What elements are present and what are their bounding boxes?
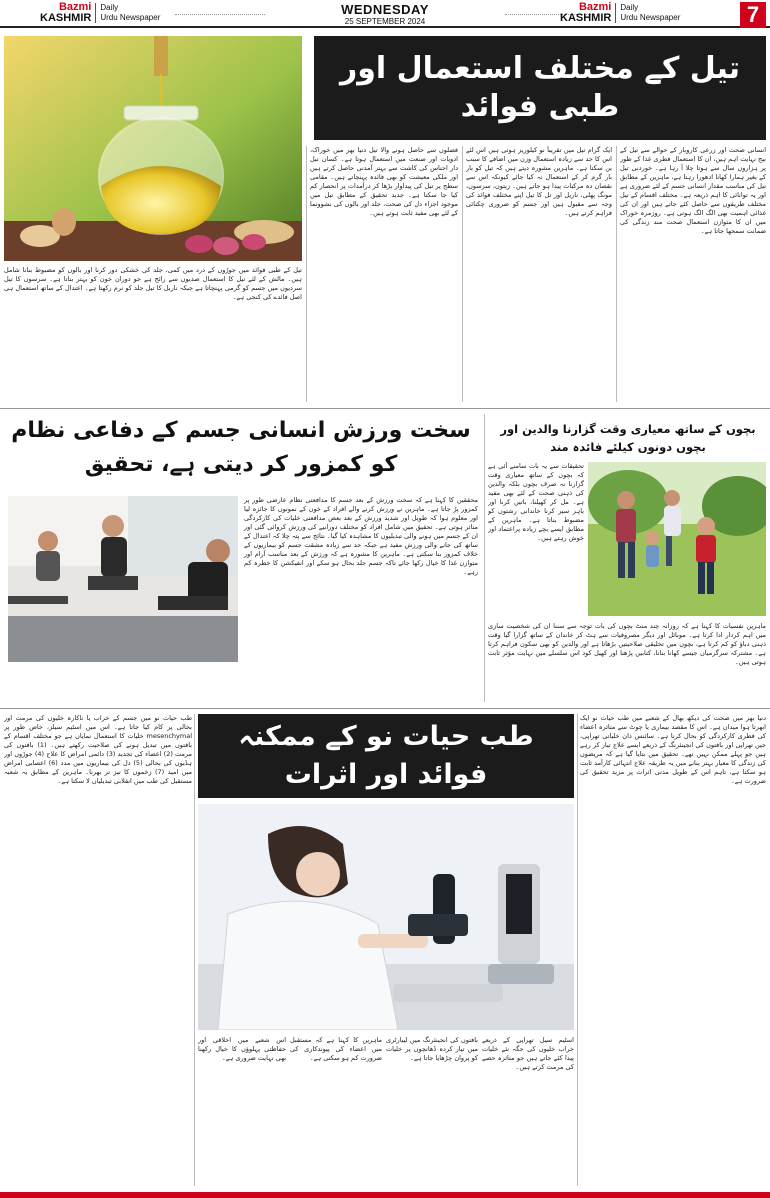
issue-day: WEDNESDAY — [341, 2, 429, 17]
family-photo — [588, 462, 766, 616]
oil-col-3: فصلوں سے حاصل ہونے والا تیل دنیا بھر میں خوراک، ادویات اور صنعت میں استعمال ہوتا ہے۔ کسان تیل دار اجناس کی کاشت سے بہتر آمدنی حاصل کرتے ہیں اور ملکی معیشت کو بھی فائدہ پہنچاتے ہیں۔ مقامی سطح پر تیل کی پیداوار بڑھا کر درآمدات پر انحصار کم کیا جا سکتا ہے۔ جدید تحقیق کے مطابق تیل میں موجود اجزاء دل کی صحت، جلد اور بالوں کی نشوونما کے لئے بھی مفید ثابت ہوتے ہیں۔ — [310, 146, 458, 217]
column-rule — [194, 714, 195, 1186]
column-rule — [462, 146, 463, 402]
tibb-bottom-col-2: بافتوں کی انجینئرنگ میں لیبارٹری میں تیار کردہ ڈھانچوں پر خلیات کو پروان چڑھایا جاتا ہے۔ — [386, 1036, 478, 1062]
brand-logo-right — [560, 2, 680, 24]
family-illustration — [588, 462, 766, 616]
column-rule — [616, 146, 617, 402]
family-headline: بچوں کے ساتھ معیاری وقت گزارنا والدین اور بچوں دونوں کیلئے فائدہ مند — [500, 422, 756, 454]
brand-line2-right: KASHMIR — [560, 12, 612, 24]
exercise-body: محققین کا کہنا ہے کہ سخت ورزش کے بعد جسم کا مدافعتی نظام عارضی طور پر کمزور پڑ جاتا ہے۔ ماہرین نے ورزش کرنے والے افراد کے خون کے نمونوں کا جائزہ لیا اور معلوم ہوا کہ طویل اور شدید ورزش کے بعد بعض مدافعتی خلیات کی کارکردگی متاثر ہوتی ہے۔ تحقیق میں شامل افراد کو مختلف دورانیے کی ورزش کروائی گئی اور ان کے جسم میں ہونے والی تبدیلیوں کا مشاہدہ کیا گیا۔ نتائج سے پتہ چلا کہ اعتدال کے ساتھ کی جانے والی ورزش مفید ہے جبکہ حد سے زیادہ مشقت جسم کو بیماریوں کے خلاف کمزور بنا سکتی ہے۔ ماہرین کا مشورہ ہے کہ ورزش کے بعد مناسب آرام اور متوازن غذا کا خیال رکھا جائے تاکہ جسم جلد بحال ہو سکے اور انفیکشن کا خطرہ کم رہے۔ — [244, 496, 478, 576]
brand-tag2-right: Urdu Newspaper — [620, 13, 681, 22]
brand-logo-left — [40, 2, 160, 24]
tibb-bottom-col-3: ماہرین کا کہنا ہے کہ مستقبل میں اعضاء کی پیوندکاری کی ضرورت کم ہو سکتی ہے۔ — [290, 1036, 382, 1062]
oil-headline: تیل کے مختلف استعمال اور طبی فوائد — [314, 36, 766, 140]
brand-line1-right: Bazmi — [578, 1, 612, 13]
tibb-bottom-col-1: اسٹیم سیل تھراپی کے ذریعے خراب خلیوں کی جگہ نئے خلیات پیدا کئے جاتے ہیں جو متاثرہ حصے کی مرمت کرتے ہیں۔ — [482, 1036, 574, 1071]
column-rule — [484, 414, 485, 702]
family-body: تحقیقات سے یہ بات سامنے آئی ہے کہ بچوں کے ساتھ معیاری وقت گزارنا نہ صرف بچوں بلکہ والدین کی ذہنی صحت کے لئے بھی مفید ہے۔ مل کر کھیلنا، باتیں کرنا اور باہر سیر کرنا خاندانی رشتوں کو مضبوط بناتا ہے۔ ماہرین کے مطابق ایسے بچے زیادہ پراعتماد اور خوش رہتے ہیں۔ — [488, 462, 584, 542]
issue-date: 25 SEPTEMBER 2024 — [344, 17, 426, 26]
tibb-headline: طب حیات نو کے ممکنہ فوائد اور اثرات — [198, 714, 574, 798]
page-number: 7 — [740, 2, 766, 28]
tibb-bottom-col-4: اس شعبے میں اخلاقی اور حفاظتی پہلوؤں کا خیال رکھنا بھی نہایت ضروری ہے۔ — [198, 1036, 286, 1062]
footer-rule — [0, 1192, 770, 1198]
family-bottom: ماہرین نفسیات کا کہنا ہے کہ روزانہ چند منٹ بچوں کی بات توجہ سے سننا ان کی شخصیت سازی میں اہم کردار ادا کرتا ہے۔ موبائل اور دیگر مصروفیات سے ہٹ کر خاندان کے ساتھ گزارا گیا وقت ذہنی دباؤ کو کم کرتا ہے، بچوں میں تخلیقی صلاحیتیں بڑھاتا ہے اور والدین کو بھی سکون فراہم کرتا ہے۔ مشترکہ سرگرمیاں جیسے کھانا بنانا، کتابیں پڑھنا اور کھیل کود اس سلسلے میں نہایت مؤثر ثابت ہوتی ہیں۔ — [488, 622, 766, 666]
tibb-left-col: طب حیات نو میں جسم کے خراب یا ناکارہ خلیوں کی مرمت اور بحالی پر کام کیا جاتا ہے۔ اس میں اسٹیم سیلز، خاص طور پر mesenchymal خلیات کا استعمال نمایاں ہے جو مختلف اقسام کے بافتوں میں تبدیل ہونے کی صلاحیت رکھتے ہیں۔ (1) بافتوں کی مرمت (2) اعضاء کی تجدید (3) دائمی امراض کا علاج (4) جوڑوں اور ہڈیوں کی بحالی (5) دل کی بیماریوں میں مدد (6) اعصابی امراض میں امید (7) زخموں کا تیز تر بھرنا۔ ماہرین کے مطابق یہ شعبہ مستقبل کی طب میں انقلابی تبدیلیاں لا سکتا ہے۔ — [4, 714, 192, 785]
brand-tag2: Urdu Newspaper — [100, 13, 161, 22]
brand-tag1-right: Daily — [620, 3, 639, 12]
exercise-headline: سخت ورزش انسانی جسم کے دفاعی نظام کو کمزور کر دیتی ہے، تحقیق — [11, 418, 471, 477]
oil-jar-photo — [4, 36, 302, 261]
oil-col-4: تیل کے طبی فوائد میں جوڑوں کے درد میں کمی، جلد کی خشکی دور کرنا اور بالوں کو مضبوط بنانا شامل ہیں۔ مالش کے لئے تیل کا استعمال صدیوں سے رائج ہے جو دوران خون کو بہتر بناتا ہے۔ سرسوں کا تیل سردیوں میں جسم کو گرمی پہنچاتا ہے جبکہ ناریل کا تیل جلد کو نرم رکھتا ہے۔ اعتدال کے ساتھ استعمال ہی اصل فائدے کی کنجی ہے۔ — [4, 266, 302, 301]
section-divider — [0, 408, 770, 409]
brand-line1: Bazmi — [58, 1, 92, 13]
masthead — [0, 0, 770, 28]
column-rule — [577, 714, 578, 1186]
dateline — [270, 2, 500, 26]
oil-jar-illustration — [4, 36, 302, 261]
brand-line2: KASHMIR — [40, 12, 92, 24]
section-divider — [0, 708, 770, 709]
column-rule — [306, 146, 307, 402]
tibb-right-col: دنیا بھر میں صحت کی دیکھ بھال کے شعبے میں طب حیات نو ایک ابھرتا ہوا میدان ہے۔ اس کا مقصد بیماری یا چوٹ سے متاثرہ اعضاء کی فطری کارکردگی کو بحال کرنا ہے۔ سائنس دان خلیاتی تھراپی، جین تھراپی اور بافتوں کی انجینئرنگ کے ذریعے ایسے علاج تیار کر رہے ہیں جو پہلے ممکن نہیں تھے۔ تحقیق میں بتایا گیا ہے کہ مریضوں کی زندگی کا معیار بہتر بنانے میں یہ طریقہ علاج انتہائی کارآمد ثابت ہو سکتا ہے، تاہم اس کے طویل مدتی اثرات پر مزید تحقیق کی ضرورت ہے۔ — [580, 714, 766, 785]
lab-photo — [198, 804, 574, 1030]
microscope-illustration — [198, 804, 574, 1030]
oil-col-1: انسانی صحت اور زرعی کاروبار کے حوالے سے تیل کے بیج نہایت اہم ہیں، ان کا استعمال فطری غذا کے طور پر ہزاروں سال سے ہوتا چلا آ رہا ہے۔ خوردنی تیل کے بغیر ہمارا کھانا ادھورا رہتا ہے، ماہرین کے مطابق تیل کی مناسب مقدار انسانی جسم کے لئے ضروری ہے اور یہ توانائی کا اہم ذریعہ ہے۔ مختلف اقسام کے تیل مختلف طریقوں سے حاصل کئے جاتے ہیں اور ان کی غذائی اہمیت بھی الگ الگ ہوتی ہے۔ روزمرہ خوراک میں ان کا متوازن استعمال صحت مند زندگی کی ضمانت سمجھا جاتا ہے۔ — [620, 146, 766, 235]
oil-col-2: ایک گرام تیل میں تقریباً نو کیلوریز ہوتی ہیں اس لئے اس کا حد سے زیادہ استعمال وزن میں اضافے کا سبب بن سکتا ہے۔ ماہرین مشورہ دیتے ہیں کہ تیل کو بار بار گرم کر کے استعمال نہ کیا جائے کیونکہ اس سے نقصان دہ مرکبات پیدا ہو جاتے ہیں۔ زیتون، سرسوں، مونگ پھلی، ناریل اور تل کا تیل اپنے مختلف فوائد کی وجہ سے مقبول ہیں اور جسم کو ضروری چکنائی فراہم کرتے ہیں۔ — [466, 146, 612, 217]
brand-tag1: Daily — [100, 3, 119, 12]
